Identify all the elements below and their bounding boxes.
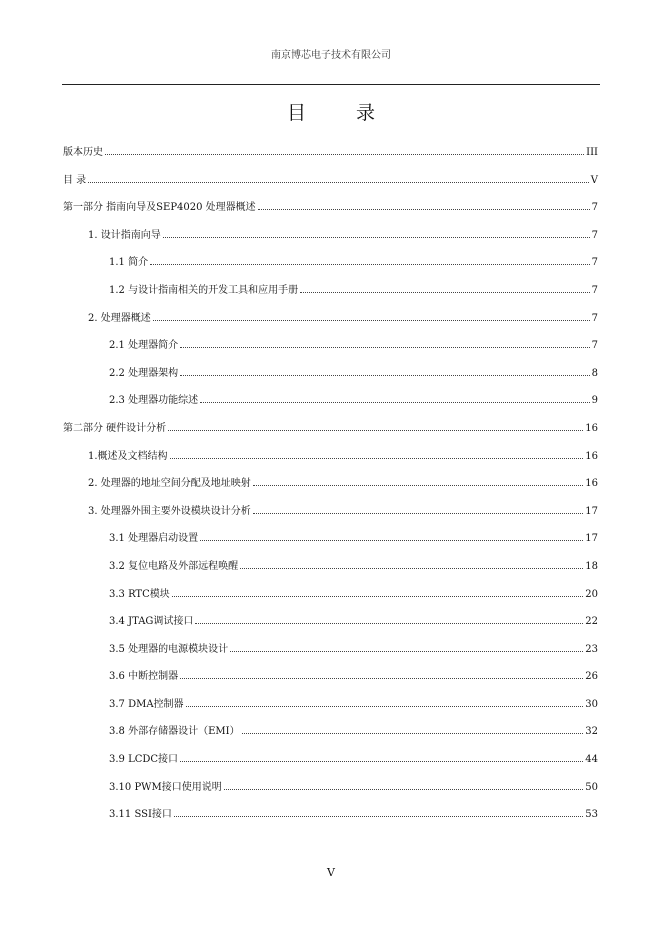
toc-leader-dots bbox=[200, 394, 590, 403]
toc-leader-dots bbox=[170, 450, 584, 459]
toc-entry[interactable] bbox=[63, 640, 598, 668]
toc-leader-dots bbox=[172, 588, 584, 597]
toc-entry-label: 1.2 与设计指南相关的开发工具和应用手册 bbox=[109, 284, 299, 296]
toc-entry[interactable] bbox=[63, 364, 598, 392]
toc-entry-page: 17 bbox=[585, 505, 598, 517]
toc-leader-dots bbox=[180, 339, 590, 348]
toc-leader-dots bbox=[150, 256, 590, 265]
toc-entry[interactable] bbox=[63, 253, 598, 281]
toc-entry-page: 50 bbox=[585, 781, 598, 793]
toc-leader-dots bbox=[240, 560, 583, 569]
toc-entry[interactable] bbox=[63, 695, 598, 723]
toc-entry-page: 16 bbox=[585, 450, 598, 462]
toc-entry-label: 3.8 外部存储器设计（EMI） bbox=[109, 726, 240, 738]
toc-entry-page: 53 bbox=[585, 809, 598, 821]
toc-entry-page: 16 bbox=[585, 422, 598, 434]
toc-entry-page: 30 bbox=[585, 698, 598, 710]
toc-leader-dots bbox=[200, 532, 583, 541]
toc-leader-dots bbox=[88, 174, 589, 183]
toc-leader-dots bbox=[195, 615, 583, 624]
toc-entry-label: 版本历史 bbox=[63, 147, 103, 158]
toc-entry-label: 2.3 处理器功能综述 bbox=[109, 395, 199, 407]
toc-entry-label: 1. 设计指南向导 bbox=[88, 229, 161, 241]
toc-entry-label: 3.1 处理器启动设置 bbox=[109, 533, 199, 545]
toc-entry[interactable] bbox=[63, 281, 598, 309]
toc-entry[interactable] bbox=[63, 529, 598, 557]
toc-entry-label: 3.9 LCDC接口 bbox=[109, 754, 179, 766]
toc-entry-label: 3.11 SSI接口 bbox=[109, 809, 172, 821]
toc-entry-page: 7 bbox=[591, 312, 598, 324]
toc-leader-dots bbox=[163, 229, 590, 238]
toc-entry[interactable] bbox=[63, 171, 598, 199]
header-rule bbox=[62, 84, 600, 85]
table-of-contents bbox=[63, 143, 598, 833]
toc-entry[interactable] bbox=[63, 805, 598, 833]
toc-entry-label: 2.2 处理器架构 bbox=[109, 367, 179, 379]
toc-entry-label: 第二部分 硬件设计分析 bbox=[63, 422, 167, 434]
toc-entry[interactable] bbox=[63, 750, 598, 778]
toc-entry-label: 3.4 JTAG调试接口 bbox=[109, 616, 194, 628]
page-number: V bbox=[327, 866, 335, 879]
toc-entry-page: 7 bbox=[591, 202, 598, 214]
toc-entry-page: 22 bbox=[585, 616, 598, 628]
toc-entry[interactable] bbox=[63, 667, 598, 695]
toc-leader-dots bbox=[180, 753, 583, 762]
toc-entry[interactable] bbox=[63, 336, 598, 364]
toc-leader-dots bbox=[253, 505, 584, 514]
toc-entry[interactable] bbox=[63, 722, 598, 750]
toc-entry-page: 16 bbox=[585, 478, 598, 490]
toc-entry[interactable] bbox=[63, 557, 598, 585]
toc-entry-label: 2. 处理器的地址空间分配及地址映射 bbox=[88, 478, 251, 490]
toc-entry[interactable] bbox=[63, 198, 598, 226]
toc-entry-page: V bbox=[590, 174, 598, 186]
toc-leader-dots bbox=[153, 312, 590, 321]
toc-entry-page: 7 bbox=[591, 284, 598, 296]
toc-leader-dots bbox=[224, 781, 584, 790]
toc-entry-page: 9 bbox=[591, 395, 598, 407]
toc-leader-dots bbox=[180, 670, 583, 679]
toc-entry-label: 3.7 DMA控制器 bbox=[109, 698, 184, 710]
toc-entry[interactable] bbox=[63, 474, 598, 502]
toc-entry-page: 44 bbox=[585, 754, 598, 766]
toc-leader-dots bbox=[258, 201, 590, 210]
toc-entry-label: 3.3 RTC模块 bbox=[109, 588, 170, 600]
toc-entry[interactable] bbox=[63, 502, 598, 530]
toc-entry[interactable] bbox=[63, 447, 598, 475]
toc-entry-page: 7 bbox=[591, 257, 598, 269]
toc-leader-dots bbox=[242, 725, 584, 734]
toc-entry-label: 3.2 复位电路及外部远程唤醒 bbox=[109, 560, 239, 572]
toc-entry[interactable] bbox=[63, 778, 598, 806]
toc-leader-dots bbox=[174, 808, 583, 817]
page-header: 南京博芯电子技术有限公司 bbox=[271, 50, 391, 61]
page-title: 目 录 bbox=[286, 102, 398, 124]
toc-entry[interactable] bbox=[63, 143, 598, 171]
toc-entry-page: 32 bbox=[585, 726, 598, 738]
toc-entry-label: 目 录 bbox=[63, 174, 87, 186]
toc-leader-dots bbox=[186, 698, 584, 707]
toc-entry-page: 20 bbox=[585, 588, 598, 600]
toc-entry-label: 3.10 PWM接口使用说明 bbox=[109, 781, 222, 793]
toc-entry[interactable] bbox=[63, 419, 598, 447]
toc-entry-page: 7 bbox=[591, 340, 598, 352]
toc-entry-label: 第一部分 指南向导及SEP4020 处理器概述 bbox=[63, 202, 256, 214]
toc-leader-dots bbox=[230, 643, 583, 652]
toc-entry-label: 3.6 中断控制器 bbox=[109, 671, 179, 683]
toc-entry[interactable] bbox=[63, 585, 598, 613]
toc-leader-dots bbox=[105, 146, 584, 155]
toc-entry-label: 2. 处理器概述 bbox=[88, 312, 151, 324]
toc-entry[interactable] bbox=[63, 226, 598, 254]
toc-entry-page: 7 bbox=[591, 229, 598, 241]
toc-entry[interactable] bbox=[63, 391, 598, 419]
toc-entry-page: 8 bbox=[591, 367, 598, 379]
toc-entry-label: 3. 处理器外围主要外设模块设计分析 bbox=[88, 505, 251, 517]
toc-leader-dots bbox=[253, 477, 584, 486]
toc-entry-page: III bbox=[586, 147, 598, 158]
toc-entry-label: 3.5 处理器的电源模块设计 bbox=[109, 643, 229, 655]
toc-entry-label: 1.1 简介 bbox=[109, 257, 149, 269]
toc-entry-page: 18 bbox=[585, 560, 598, 572]
toc-leader-dots bbox=[168, 422, 583, 431]
toc-entry-label: 2.1 处理器简介 bbox=[109, 340, 179, 352]
toc-entry-page: 23 bbox=[585, 643, 598, 655]
toc-entry-label: 1.概述及文档结构 bbox=[88, 450, 168, 462]
toc-entry[interactable] bbox=[63, 612, 598, 640]
toc-leader-dots bbox=[180, 367, 590, 376]
toc-entry-page: 17 bbox=[585, 533, 598, 545]
toc-leader-dots bbox=[300, 284, 590, 293]
toc-entry[interactable] bbox=[63, 309, 598, 337]
toc-entry-page: 26 bbox=[585, 671, 598, 683]
